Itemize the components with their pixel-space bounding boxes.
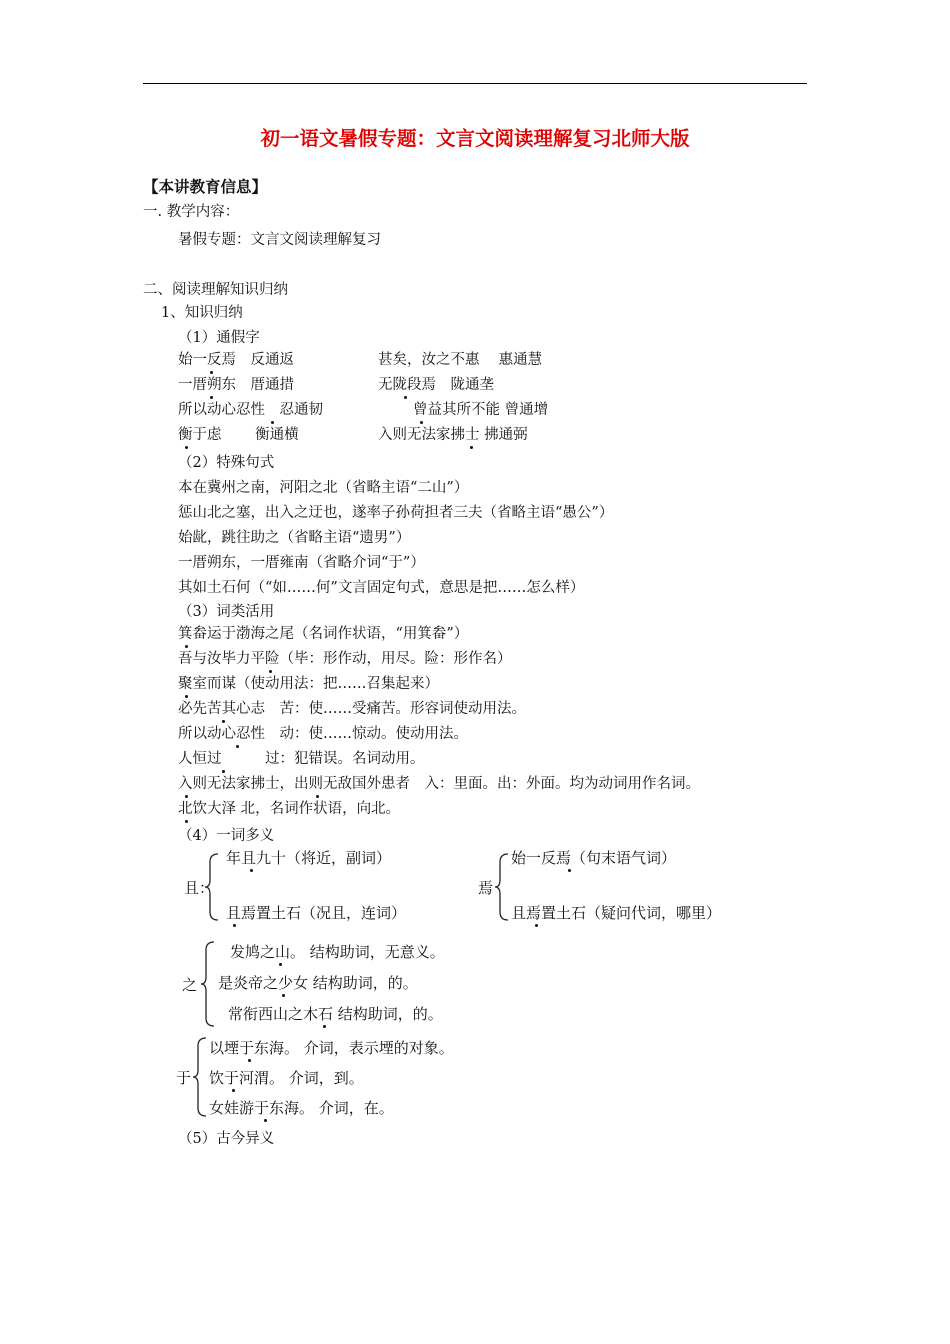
- tongjiazi-item: 入则无法家拂士 拂通弼: [378, 427, 528, 443]
- teshu-line: 一厝朔东，一厝雍南（省略介词“于”）: [178, 555, 425, 571]
- zhi-item: 发鸠之山。 结构助词，无意义。: [230, 943, 445, 961]
- emphasis-dot: [248, 1059, 251, 1062]
- tongjiazi-item: 衡于虑 衡通横: [178, 427, 299, 443]
- emphasis-dot: [210, 396, 213, 399]
- yu-item: 女娃游于东海。 介词，在。: [209, 1099, 394, 1117]
- header-rule: [143, 83, 807, 84]
- yu-item: 以堙于东海。 介词，表示堙的对象。: [209, 1039, 454, 1057]
- section1-heading: 一. 教学内容：: [143, 204, 240, 220]
- cilei-line: 箕畚运于渤海之尾（名词作状语，“用箕畚”）: [178, 626, 469, 642]
- cilei-line: 必先苦其心志 苦：使……受痛苦。形容词使动用法。: [178, 701, 526, 717]
- emphasis-dot: [210, 371, 213, 374]
- yu-item: 饮于河渭。 介词，到。: [209, 1069, 364, 1087]
- emphasis-dot: [222, 770, 225, 773]
- emphasis-dot: [222, 720, 225, 723]
- section2-sub1: 1、知识归纳: [161, 305, 243, 321]
- emphasis-dot: [264, 1119, 267, 1122]
- yan-item: 且焉置土石（疑问代词，哪里）: [511, 904, 722, 922]
- cilei-line: 所以动心忍性 动：使……惊动。使动用法。: [178, 726, 468, 742]
- emphasis-dot: [271, 421, 274, 424]
- zhi-char: 之: [182, 976, 198, 994]
- tongjiazi-item: 曾益其所不能 曾通增: [413, 402, 549, 418]
- emphasis-dot: [535, 924, 538, 927]
- teshu-line: 其如土石何（“如……何”文言固定句式，意思是把……怎么样）: [178, 580, 585, 596]
- emphasis-dot: [316, 795, 319, 798]
- emphasis-dot: [185, 820, 188, 823]
- zhi-item: 常衔西山之木石 结构助词，的。: [228, 1005, 443, 1023]
- qie-brace: [204, 852, 224, 922]
- emphasis-dot: [233, 924, 236, 927]
- emphasis-dot: [282, 994, 285, 997]
- qie-char: 且：: [184, 879, 215, 897]
- cilei-heading: （3）词类活用: [178, 604, 275, 620]
- gujin-heading: （5）古今异义: [178, 1131, 275, 1147]
- cilei-line: 入则无法家拂士，出则无敌国外患者 入：里面。出：外面。均为动词用作名词。: [178, 776, 700, 792]
- tongjiazi-item: 所以动心忍性 忍通韧: [178, 402, 323, 418]
- cilei-line: 吾与汝毕力平险（毕：形作动，用尽。险：形作名）: [178, 651, 512, 667]
- page-title: 初一语文暑假专题：文言文阅读理解复习北师大版: [260, 127, 690, 150]
- yan-item: 始一反焉（句末语气词）: [511, 849, 677, 867]
- zhi-item: 是炎帝之少女 结构助词，的。: [218, 974, 418, 992]
- emphasis-dot: [323, 1025, 326, 1028]
- teshu-heading: （2）特殊句式: [178, 455, 275, 471]
- emphasis-dot: [279, 963, 282, 966]
- tongjiazi-item: 一厝朔东 厝通措: [178, 377, 294, 393]
- cilei-line: 聚室而谋（使动用法：把……召集起来）: [178, 676, 439, 692]
- section2-heading: 二、阅读理解知识归纳: [143, 282, 288, 298]
- zhi-brace: [200, 940, 220, 1028]
- emphasis-dot: [185, 795, 188, 798]
- cilei-line: 北饮大泽 北，名词作状语，向北。: [178, 801, 401, 817]
- cilei-line: 人恒过 过：犯错误。名词动用。: [178, 751, 425, 767]
- tongjiazi-item: 始一反焉 反通返: [178, 352, 294, 368]
- qie-item: 年且九十（将近，副词）: [226, 849, 392, 867]
- teshu-line: 本在冀州之南，河阳之北（省略主语“二山”）: [178, 480, 469, 496]
- emphasis-dot: [185, 695, 188, 698]
- tongjiazi-heading: （1）通假字: [178, 330, 260, 346]
- qie-item: 且焉置土石（况且，连词）: [226, 904, 407, 922]
- emphasis-dot: [236, 745, 239, 748]
- teshu-line: 始龀，跳往助之（省略主语“遗男”）: [178, 530, 411, 546]
- emphasis-dot: [404, 396, 407, 399]
- emphasis-dot: [185, 645, 188, 648]
- yici-heading: （4）一词多义: [178, 828, 275, 844]
- emphasis-dot: [232, 1089, 235, 1092]
- section-header: 【本讲教育信息】: [143, 177, 268, 196]
- tongjiazi-item: 无陇段焉 陇通垄: [378, 377, 494, 393]
- emphasis-dot: [470, 446, 473, 449]
- emphasis-dot: [250, 869, 253, 872]
- yu-char: 于: [176, 1069, 192, 1087]
- emphasis-dot: [185, 446, 188, 449]
- yan-char: 焉: [478, 879, 494, 897]
- tongjiazi-item: 甚矣，汝之不惠 惠通慧: [378, 352, 543, 368]
- section1-content: 暑假专题：文言文阅读理解复习: [178, 232, 381, 248]
- emphasis-dot: [568, 869, 571, 872]
- emphasis-dot: [269, 670, 272, 673]
- teshu-line: 惩山北之塞，出入之迂也，遂率子孙荷担者三夫（省略主语“愚公”）: [178, 505, 614, 521]
- emphasis-dot: [420, 421, 423, 424]
